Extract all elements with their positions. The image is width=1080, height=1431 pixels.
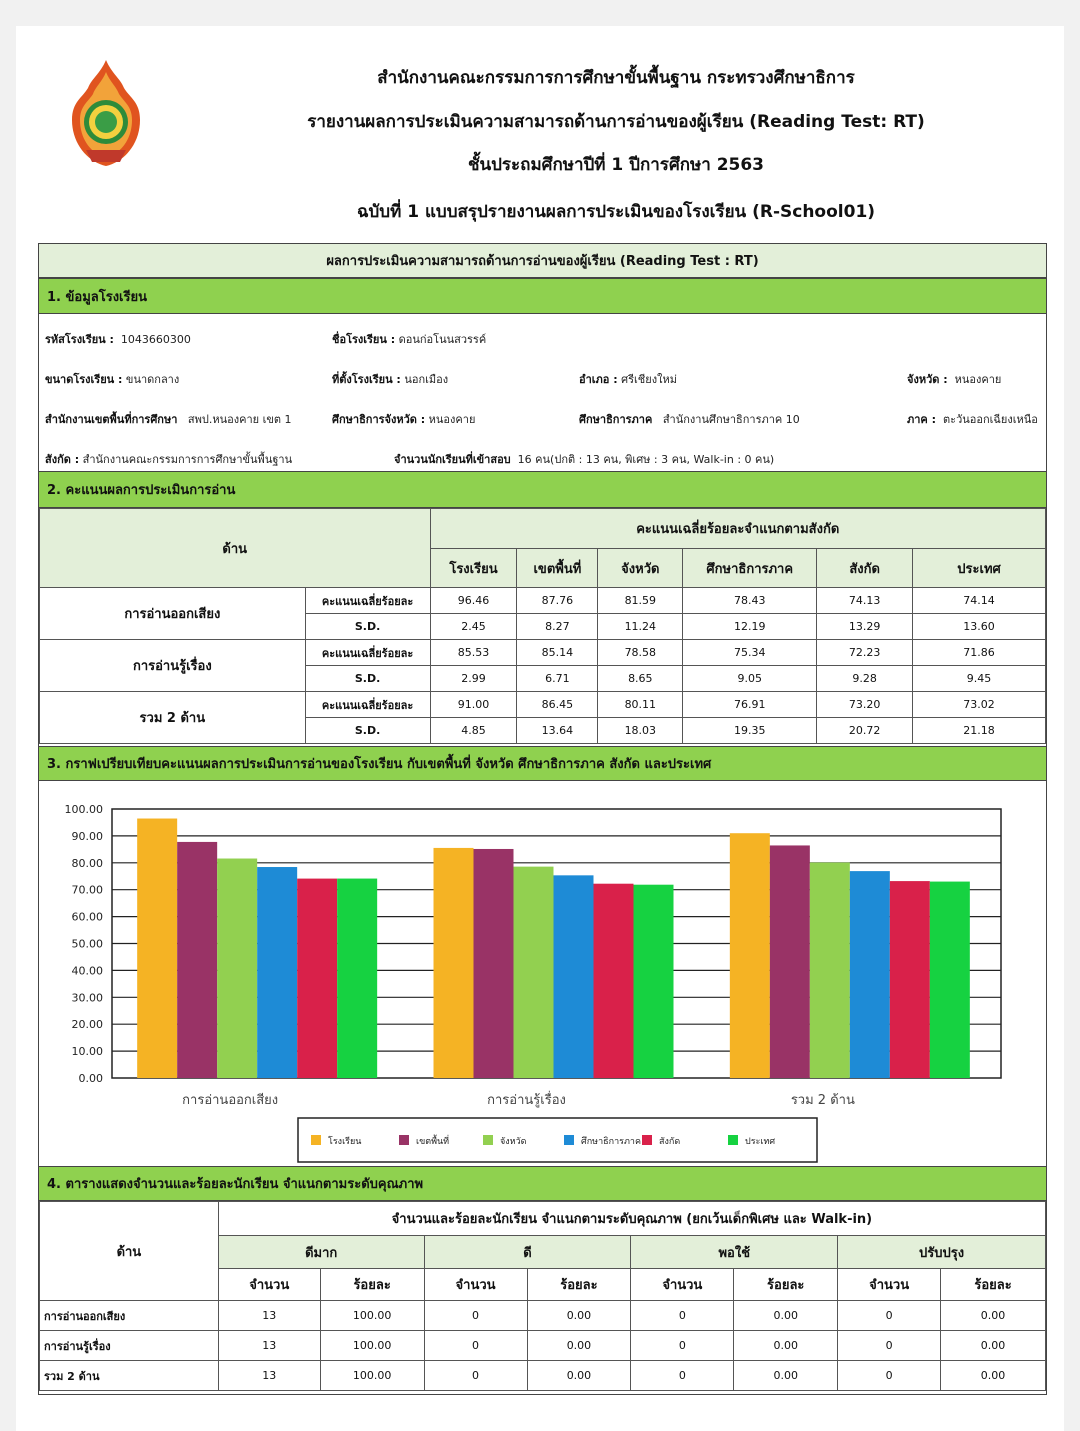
school-name: ดอนก่อโนนสวรรค์ bbox=[398, 333, 487, 346]
bar bbox=[217, 859, 257, 1078]
bar bbox=[730, 833, 770, 1078]
y-tick-label: 100.00 bbox=[64, 803, 103, 816]
y-tick-label: 20.00 bbox=[71, 1018, 103, 1032]
count-header: จำนวน bbox=[631, 1269, 734, 1301]
quality-value: 100.00 bbox=[320, 1361, 424, 1391]
sd-value: 12.19 bbox=[683, 614, 817, 640]
sd-value: 19.35 bbox=[683, 718, 817, 744]
mean-value: 86.45 bbox=[517, 692, 598, 718]
district: ศรีเชียงใหม่ bbox=[621, 373, 677, 386]
quality-value: 0 bbox=[631, 1331, 734, 1361]
location-info: ที่ตั้งโรงเรียน : นอกเมือง bbox=[332, 373, 449, 386]
mean-value: 81.59 bbox=[598, 588, 683, 614]
area-office-info: สำนักงานเขตพื้นที่การศึกษา สพป.หนองคาย เขต 1 bbox=[45, 413, 292, 426]
quality-value: 0 bbox=[424, 1361, 527, 1391]
x-category-label: การอ่านออกเสียง bbox=[182, 1093, 279, 1108]
y-tick-label: 90.00 bbox=[71, 829, 103, 843]
quality-value: 13 bbox=[218, 1301, 320, 1331]
sd-value: 20.72 bbox=[817, 718, 913, 744]
mean-value: 76.91 bbox=[683, 692, 817, 718]
bar bbox=[137, 819, 177, 1078]
quality-value: 13 bbox=[218, 1361, 320, 1391]
quality-value: 13 bbox=[218, 1331, 320, 1361]
report-frame bbox=[38, 243, 1047, 1395]
legend-swatch bbox=[483, 1135, 493, 1145]
sd-value: 4.85 bbox=[430, 718, 517, 744]
mean-value: 78.43 bbox=[683, 588, 817, 614]
region-edu: สำนักงานศึกษาธิการภาค 10 bbox=[662, 413, 800, 426]
bar bbox=[930, 882, 970, 1078]
bar bbox=[634, 885, 674, 1078]
legend-label: จังหวัด bbox=[500, 1137, 527, 1147]
section2-title: 2. คะแนนผลการประเมินการอ่าน bbox=[39, 471, 1046, 508]
quality-value: 0 bbox=[424, 1301, 527, 1331]
region: ตะวันออกเฉียงเหนือ bbox=[943, 413, 1038, 426]
level-header: พอใช้ bbox=[631, 1236, 838, 1269]
quality-value: 0 bbox=[838, 1301, 941, 1331]
sd-value: 9.45 bbox=[913, 666, 1046, 692]
quality-value: 0 bbox=[838, 1331, 941, 1361]
mean-value: 73.20 bbox=[817, 692, 913, 718]
count-header: จำนวน bbox=[218, 1269, 320, 1301]
sd-label: S.D. bbox=[305, 614, 430, 640]
quality-value: 0.00 bbox=[941, 1361, 1046, 1391]
quality-value: 0.00 bbox=[734, 1301, 838, 1331]
x-category-label: รวม 2 ด้าน bbox=[790, 1093, 855, 1108]
count-header: จำนวน bbox=[838, 1269, 941, 1301]
legend-swatch bbox=[728, 1135, 738, 1145]
legend-swatch bbox=[642, 1135, 652, 1145]
y-tick-label: 0.00 bbox=[78, 1072, 103, 1085]
area-office: สพป.หนองคาย เขต 1 bbox=[187, 413, 292, 426]
mean-value: 75.34 bbox=[683, 640, 817, 666]
students-info: จำนวนนักเรียนที่เข้าสอบ 16 คน(ปกติ : 13 คน, พิเศษ : 3 คน, Walk-in : 0 คน) bbox=[394, 453, 775, 466]
bar bbox=[810, 863, 850, 1078]
x-category-label: การอ่านรู้เรื่อง bbox=[487, 1093, 566, 1108]
bar bbox=[474, 849, 514, 1078]
quality-value: 0.00 bbox=[527, 1331, 631, 1361]
sd-value: 8.27 bbox=[517, 614, 598, 640]
mean-label: คะแนนเฉลี่ยร้อยละ bbox=[305, 692, 430, 718]
sd-value: 13.60 bbox=[913, 614, 1046, 640]
sd-value: 2.45 bbox=[430, 614, 517, 640]
count-header: จำนวน bbox=[424, 1269, 527, 1301]
bar bbox=[434, 848, 474, 1078]
score-table bbox=[39, 508, 1046, 744]
quality-row bbox=[40, 1301, 1046, 1331]
students-count: 16 คน(ปกติ : 13 คน, พิเศษ : 3 คน, Walk-in : 0 คน) bbox=[517, 453, 775, 466]
quality-aspect: การอ่านออกเสียง bbox=[40, 1301, 219, 1331]
mean-value: 74.14 bbox=[913, 588, 1046, 614]
percent-header: ร้อยละ bbox=[320, 1269, 424, 1301]
legend-label: เขตพื้นที่ bbox=[416, 1137, 450, 1147]
col-header: เขตพื้นที่ bbox=[517, 549, 598, 588]
level-header: ดีมาก bbox=[218, 1236, 424, 1269]
province-info: จังหวัด : หนองคาย bbox=[907, 373, 1002, 386]
legend-swatch bbox=[564, 1135, 574, 1145]
region-info: ภาค : ตะวันออกเฉียงเหนือ bbox=[907, 413, 1038, 426]
sd-value: 2.99 bbox=[430, 666, 517, 692]
quality-value: 0.00 bbox=[734, 1331, 838, 1361]
mean-value: 96.46 bbox=[430, 588, 517, 614]
mean-value: 80.11 bbox=[598, 692, 683, 718]
affiliation: สำนักงานคณะกรรมการการศึกษาขั้นพื้นฐาน bbox=[82, 453, 293, 466]
mean-value: 91.00 bbox=[430, 692, 517, 718]
bar bbox=[297, 879, 337, 1078]
section4-title: 4. ตารางแสดงจำนวนและร้อยละนักเรียน จำแนกตามระดับคุณภาพ bbox=[39, 1166, 1046, 1201]
school-code: 1043660300 bbox=[120, 333, 191, 346]
mean-value: 72.23 bbox=[817, 640, 913, 666]
bar bbox=[177, 842, 217, 1078]
mean-value: 78.58 bbox=[598, 640, 683, 666]
y-tick-label: 50.00 bbox=[71, 937, 103, 951]
mean-value: 74.13 bbox=[817, 588, 913, 614]
region-edu-info: ศึกษาธิการภาค สำนักงานศึกษาธิการภาค 10 bbox=[579, 413, 800, 426]
aspect-cell: การอ่านรู้เรื่อง bbox=[40, 640, 306, 692]
sd-label: S.D. bbox=[305, 718, 430, 744]
aspect-cell: การอ่านออกเสียง bbox=[40, 588, 306, 640]
col-header: สังกัด bbox=[817, 549, 913, 588]
mean-label: คะแนนเฉลี่ยร้อยละ bbox=[305, 640, 430, 666]
school-name-info: ชื่อโรงเรียน : ดอนก่อโนนสวรรค์ bbox=[332, 333, 487, 346]
score-table-body bbox=[40, 588, 1046, 744]
quality-value: 0.00 bbox=[527, 1361, 631, 1391]
mean-value: 85.14 bbox=[517, 640, 598, 666]
legend-label: สังกัด bbox=[659, 1137, 681, 1147]
bar bbox=[850, 871, 890, 1078]
legend-swatch bbox=[311, 1135, 321, 1145]
aspect-cell: รวม 2 ด้าน bbox=[40, 692, 306, 744]
percent-header: ร้อยละ bbox=[527, 1269, 631, 1301]
score-row-mean bbox=[40, 640, 1046, 666]
header-line-2: รายงานผลการประเมินความสามารถด้านการอ่านของผู้เรียน (Reading Test: RT) bbox=[307, 112, 925, 132]
header-line-3: ชั้นประถมศึกษาปีที่ 1 ปีการศึกษา 2563 bbox=[467, 155, 765, 175]
legend-box bbox=[298, 1118, 817, 1162]
bar bbox=[770, 845, 810, 1078]
sd-value: 11.24 bbox=[598, 614, 683, 640]
sd-label: S.D. bbox=[305, 666, 430, 692]
legend-label: ศึกษาธิการภาค bbox=[581, 1137, 641, 1147]
header-line-1: สำนักงานคณะกรรมการการศึกษาขั้นพื้นฐาน กระทรวงศึกษาธิการ bbox=[377, 68, 855, 88]
header-line-4: ฉบับที่ 1 แบบสรุปรายงานผลการประเมินของโรงเรียน (R-School01) bbox=[356, 202, 876, 222]
col-header: โรงเรียน bbox=[430, 549, 517, 588]
y-tick-label: 30.00 bbox=[71, 991, 103, 1005]
y-tick-label: 10.00 bbox=[71, 1045, 103, 1059]
comparison-chart bbox=[39, 781, 1046, 1166]
percent-header: ร้อยละ bbox=[734, 1269, 838, 1301]
percent-header: ร้อยละ bbox=[941, 1269, 1046, 1301]
bar-chart bbox=[39, 781, 1046, 1166]
quality-value: 0.00 bbox=[527, 1301, 631, 1331]
obec-emblem-icon bbox=[66, 58, 146, 168]
quality-aspect-header: ด้าน bbox=[40, 1202, 219, 1301]
quality-value: 0.00 bbox=[941, 1301, 1046, 1331]
score-row-mean bbox=[40, 692, 1046, 718]
y-tick-label: 70.00 bbox=[71, 883, 103, 897]
mean-value: 85.53 bbox=[430, 640, 517, 666]
quality-table bbox=[39, 1201, 1046, 1391]
aspect-header: ด้าน bbox=[40, 509, 431, 588]
sd-value: 18.03 bbox=[598, 718, 683, 744]
quality-row bbox=[40, 1361, 1046, 1391]
level-header: ปรับปรุง bbox=[838, 1236, 1046, 1269]
province: หนองคาย bbox=[954, 373, 1002, 386]
section3-title: 3. กราฟเปรียบเทียบคะแนนผลการประเมินการอ่านของโรงเรียน กับเขตพื้นที่ จังหวัด ศึกษาธิการภาค สังกัด และประเทศ bbox=[39, 746, 1046, 781]
school-code-info: รหัสโรงเรียน : 1043660300 bbox=[45, 333, 191, 346]
sd-value: 13.64 bbox=[517, 718, 598, 744]
location: นอกเมือง bbox=[404, 373, 449, 386]
mean-value: 71.86 bbox=[913, 640, 1046, 666]
bar bbox=[594, 884, 634, 1078]
score-row-mean bbox=[40, 588, 1046, 614]
sd-value: 21.18 bbox=[913, 718, 1046, 744]
legend-label: โรงเรียน bbox=[328, 1137, 362, 1147]
col-header: ศึกษาธิการภาค bbox=[683, 549, 817, 588]
quality-value: 0 bbox=[424, 1331, 527, 1361]
quality-aspect: รวม 2 ด้าน bbox=[40, 1361, 219, 1391]
bar bbox=[890, 881, 930, 1078]
y-tick-label: 40.00 bbox=[71, 964, 103, 978]
quality-table-body bbox=[40, 1301, 1046, 1391]
affiliation-info: สังกัด : สำนักงานคณะกรรมการการศึกษาขั้นพื้นฐาน bbox=[45, 453, 293, 466]
mean-label: คะแนนเฉลี่ยร้อยละ bbox=[305, 588, 430, 614]
y-tick-label: 80.00 bbox=[71, 856, 103, 870]
quality-row bbox=[40, 1331, 1046, 1361]
quality-value: 0 bbox=[631, 1301, 734, 1331]
bar bbox=[337, 879, 377, 1078]
bar bbox=[554, 875, 594, 1078]
quality-value: 0 bbox=[631, 1361, 734, 1391]
quality-aspect: การอ่านรู้เรื่อง bbox=[40, 1331, 219, 1361]
group-header: คะแนนเฉลี่ยร้อยละจำแนกตามสังกัด bbox=[430, 509, 1046, 549]
mean-value: 73.02 bbox=[913, 692, 1046, 718]
sd-value: 8.65 bbox=[598, 666, 683, 692]
sd-value: 9.05 bbox=[683, 666, 817, 692]
sd-value: 6.71 bbox=[517, 666, 598, 692]
sd-value: 13.29 bbox=[817, 614, 913, 640]
quality-value: 100.00 bbox=[320, 1301, 424, 1331]
report-header bbox=[16, 26, 1064, 242]
bar bbox=[514, 867, 554, 1078]
y-tick-label: 60.00 bbox=[71, 910, 103, 924]
mean-value: 87.76 bbox=[517, 588, 598, 614]
quality-value: 0.00 bbox=[941, 1331, 1046, 1361]
level-header: ดี bbox=[424, 1236, 631, 1269]
prov-edu-info: ศึกษาธิการจังหวัด : หนองคาย bbox=[332, 413, 476, 426]
quality-value: 0 bbox=[838, 1361, 941, 1391]
school-size-info: ขนาดโรงเรียน : ขนาดกลาง bbox=[45, 373, 180, 386]
legend-label: ประเทศ bbox=[745, 1137, 776, 1147]
col-header: ประเทศ bbox=[913, 549, 1046, 588]
sd-value: 9.28 bbox=[817, 666, 913, 692]
school-size: ขนาดกลาง bbox=[125, 373, 180, 386]
bar bbox=[257, 867, 297, 1078]
quality-value: 100.00 bbox=[320, 1331, 424, 1361]
col-header: จังหวัด bbox=[598, 549, 683, 588]
report-title: ผลการประเมินความสามารถด้านการอ่านของผู้เรียน (Reading Test : RT) bbox=[39, 244, 1046, 278]
report-page bbox=[16, 26, 1064, 1431]
section1-title: 1. ข้อมูลโรงเรียน bbox=[39, 278, 1046, 314]
quality-group-header: จำนวนและร้อยละนักเรียน จำแนกตามระดับคุณภาพ (ยกเว้นเด็กพิเศษ และ Walk-in) bbox=[218, 1202, 1045, 1236]
quality-value: 0.00 bbox=[734, 1361, 838, 1391]
legend-swatch bbox=[399, 1135, 409, 1145]
district-info: อำเภอ : ศรีเชียงใหม่ bbox=[579, 373, 677, 386]
prov-edu: หนองคาย bbox=[428, 413, 476, 426]
